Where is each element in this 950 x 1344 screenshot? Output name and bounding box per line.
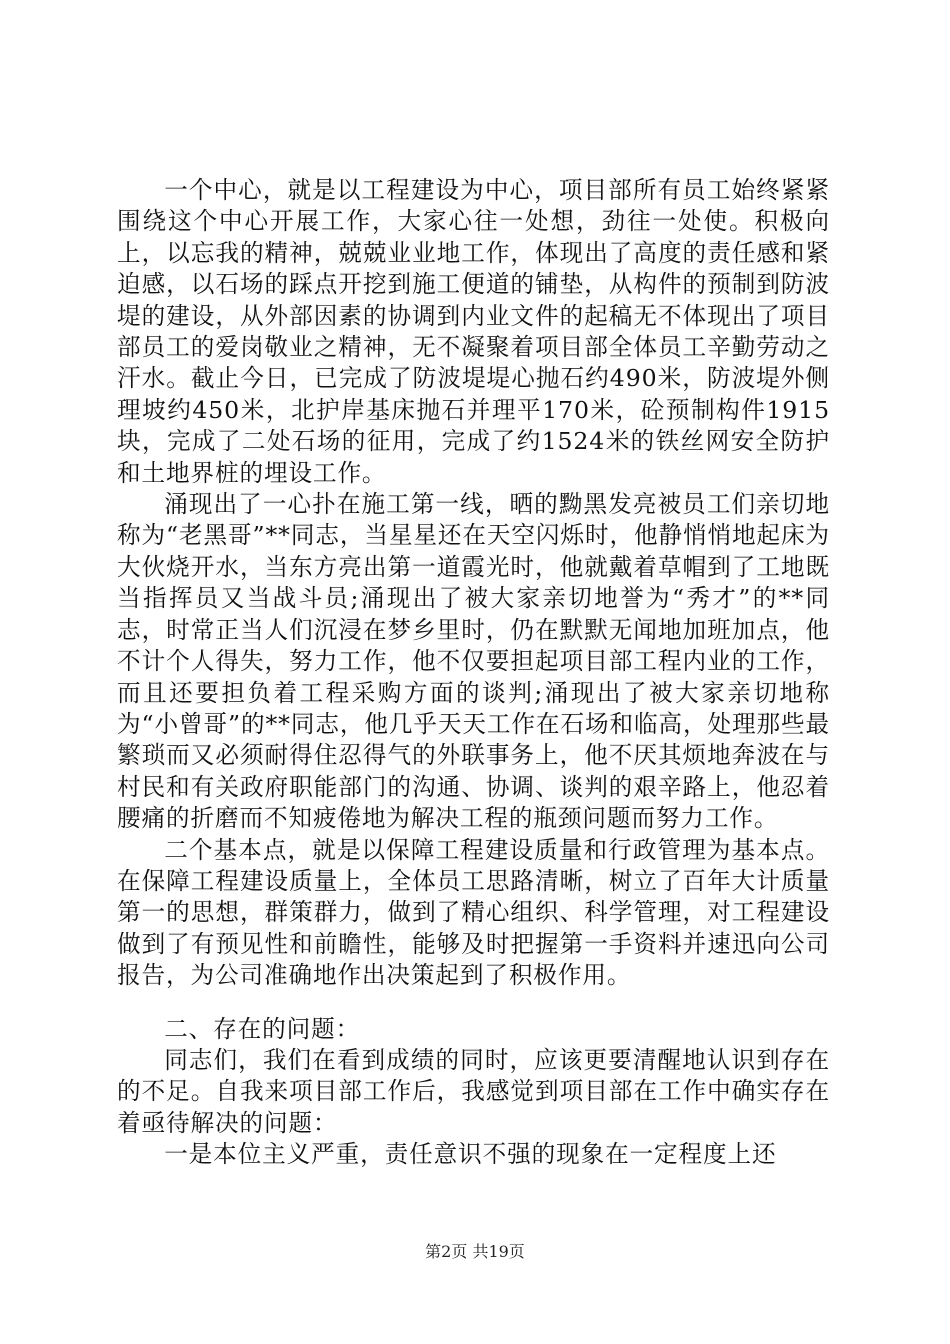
paragraph-comrades: 同志们，我们在看到成绩的同时，应该更要清醒地认识到存在的不足。自我来项目部工作后，我感觉到项目部在工作中确实存在着亟待解决的问题：: [117, 1045, 830, 1137]
paragraph-first-problem: 一是本位主义严重，责任意识不强的现象在一定程度上还: [164, 1140, 777, 1169]
paragraph-two-basic-points: 二个基本点，就是以保障工程建设质量和行政管理为基本点。在保障工程建设质量上，全体员工思路清晰，树立了百年大计质量第一的思想，群策群力，做到了精心组织、科学管理，对工程建设做到了有预见性和前瞻性，能够及时把握第一手资料并速迅向公司报告，为公司准确地作出决策起到了积极作用。: [117, 835, 830, 990]
paragraph-exemplary-staff: 涌现出了一心扑在施工第一线，晒的黝黑发亮被员工们亲切地称为“老黑哥”**同志，当星星还在天空闪烁时，他静悄悄地起床为大伙烧开水，当东方亮出第一道霞光时，他就戴着草帽到了工地既当指挥员又当战斗员;涌现出了被大家亲切地誉为“秀才”的**同志，时常正当人们沉浸在梦乡里时，仍在默默无闻地加班加点，他不计个人得失，努力工作，他不仅要担起项目部工程内业的工作，而且还要担负着工程采购方面的谈判;涌现出了被大家亲切地称为“小曾哥”的**同志，他几乎天天工作在石场和临高，处理那些最繁琐而又必须耐得住忍得气的外联事务上，他不厌其烦地奔波在与村民和有关政府职能部门的沟通、协调、谈判的艰辛路上，他忍着腰痛的折磨而不知疲倦地为解决工程的瓶颈问题而努力工作。: [117, 490, 830, 833]
page-number-footer: 第2页 共19页: [425, 1242, 525, 1261]
section-heading-problems: 二、存在的问题：: [164, 1014, 361, 1043]
paragraph-one-center: 一个中心，就是以工程建设为中心，项目部所有员工始终紧紧围绕这个中心开展工作，大家心往一处想，劲往一处使。积极向上，以忘我的精神，兢兢业业地工作，体现出了高度的责任感和紧迫感，以石场的踩点开挖到施工便道的铺垫，从构件的预制到防波堤的建设，从外部因素的协调到内业文件的起稿无不体现出了项目部员工的爱岗敬业之精神，无不凝聚着项目部全体员工辛勤劳动之汗水。截止今日，已完成了防波堤堤心抛石约490米，防波堤外侧理坡约450米，北护岸基床抛石并理平170米，砼预制构件1915块，完成了二处石场的征用，完成了约1524米的铁丝网安全防护和土地界桩的埋设工作。: [117, 176, 830, 487]
document-body: [117, 175, 830, 1171]
